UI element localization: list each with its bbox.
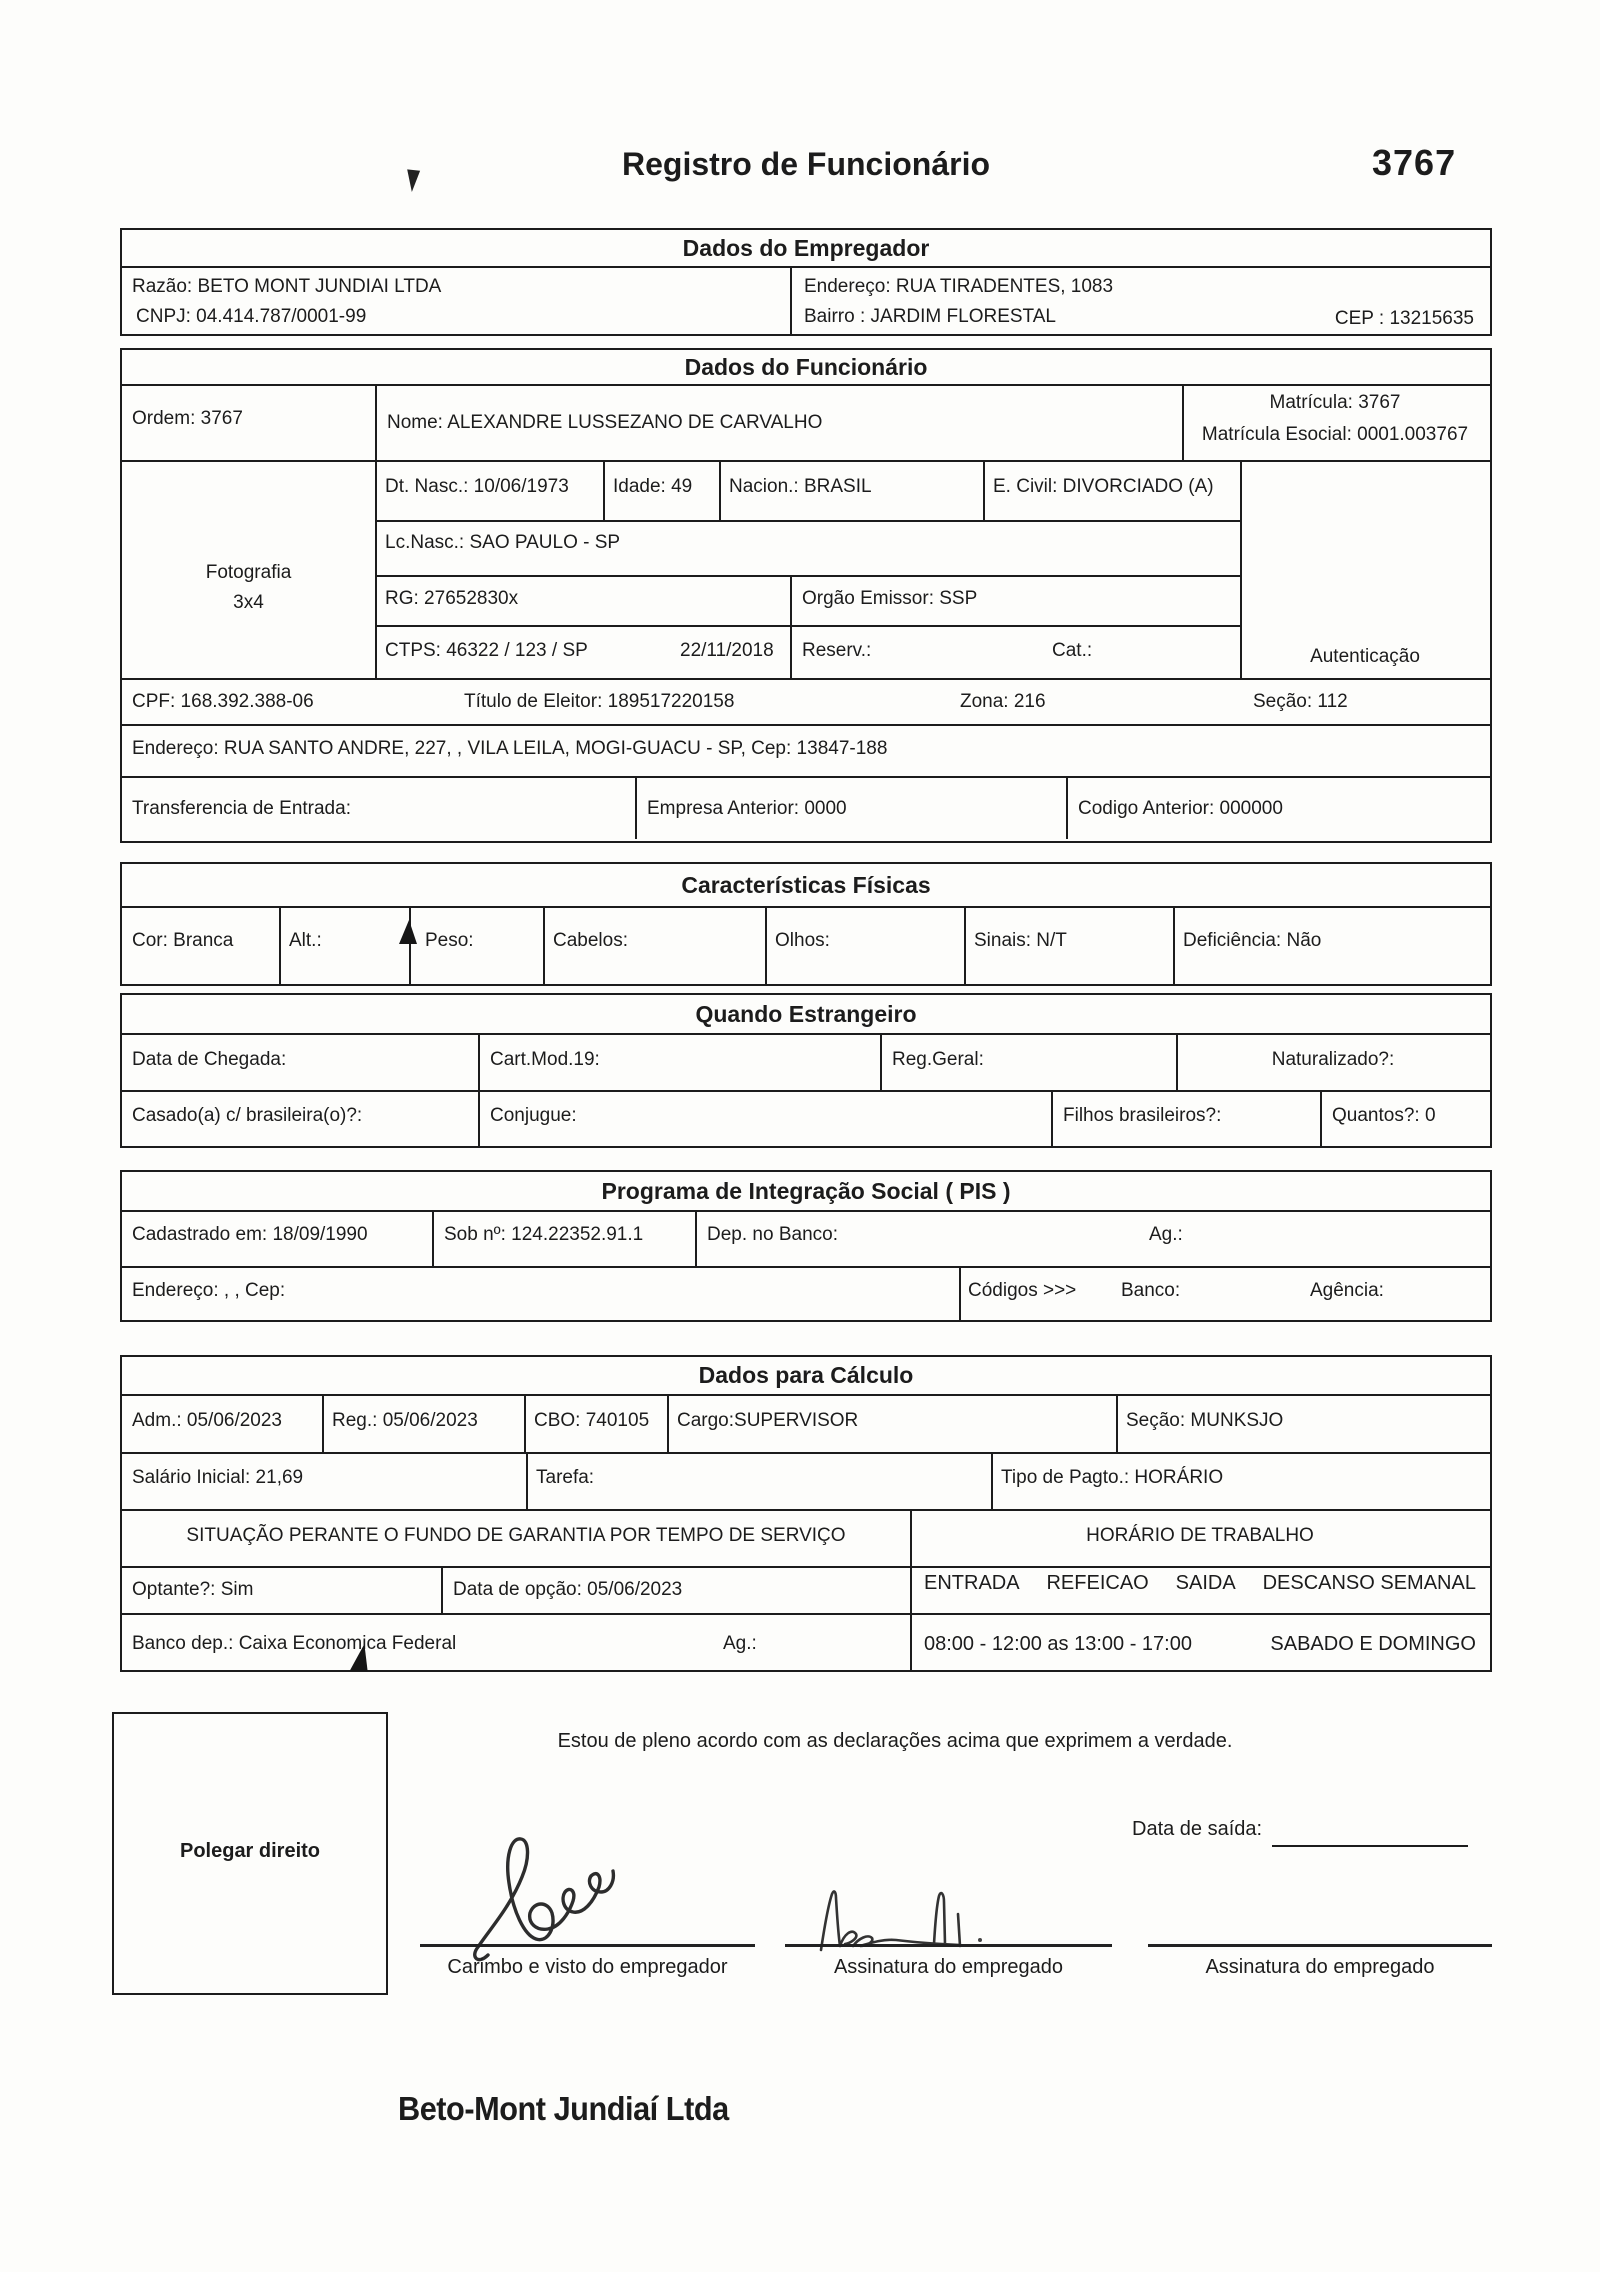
field-tarefa: Tarefa: — [536, 1467, 595, 1488]
section-calculo-title: Dados para Cálculo — [122, 1357, 1490, 1396]
field-autenticacao: Autenticação — [1310, 646, 1420, 667]
field-conjugue: Conjugue: — [490, 1105, 577, 1126]
horario-header-saida: SAIDA — [1175, 1572, 1236, 1594]
field-cargo: Cargo:SUPERVISOR — [677, 1410, 859, 1431]
field-titulo-eleitor: Título de Eleitor: 189517220158 — [464, 691, 735, 712]
horario-header-refeicao: REFEICAO — [1046, 1572, 1149, 1594]
field-cadastrado-em: Cadastrado em: 18/09/1990 — [132, 1224, 368, 1245]
horario-header-descanso: DESCANSO SEMANAL — [1262, 1572, 1476, 1594]
field-nome: Nome: ALEXANDRE LUSSEZANO DE CARVALHO — [387, 412, 823, 433]
divider — [1066, 776, 1068, 839]
divider — [122, 724, 1490, 726]
page-title: Registro de Funcionário — [621, 146, 991, 182]
section-estrangeiro — [120, 993, 1492, 1148]
field-cart-mod: Cart.Mod.19: — [490, 1049, 600, 1070]
divider — [441, 1566, 443, 1613]
assinatura-line-1 — [785, 1944, 1112, 1947]
data-saida-line — [1272, 1845, 1468, 1847]
field-cor: Cor: Branca — [132, 930, 234, 951]
doc-number: 3767 — [1372, 142, 1457, 183]
fgts-title: SITUAÇÃO PERANTE O FUNDO DE GARANTIA POR TEMPO DE SERVIÇO — [186, 1525, 846, 1546]
divider — [375, 386, 377, 678]
field-dep-banco: Dep. no Banco: — [707, 1224, 838, 1245]
field-casado-brasileira: Casado(a) c/ brasileira(o)?: — [132, 1105, 363, 1126]
field-transferencia: Transferencia de Entrada: — [132, 798, 351, 819]
divider — [122, 678, 1490, 680]
section-estrangeiro-title: Quando Estrangeiro — [122, 995, 1490, 1035]
field-codigos: Códigos >>> — [968, 1280, 1077, 1301]
divider — [1051, 1090, 1053, 1146]
field-zona: Zona: 216 — [960, 691, 1046, 712]
section-funcionario-title: Dados do Funcionário — [122, 350, 1490, 386]
divider — [122, 1613, 1490, 1615]
divider — [1320, 1090, 1322, 1146]
divider — [635, 776, 637, 839]
field-ctps: CTPS: 46322 / 123 / SP — [385, 640, 588, 661]
field-data-opcao: Data de opção: 05/06/2023 — [453, 1579, 683, 1600]
field-matricula: Matrícula: 3767 — [1269, 392, 1401, 413]
polegar-label: Polegar direito — [179, 1840, 321, 1862]
assinatura-label-2: Assinatura do empregado — [1205, 1956, 1435, 1978]
field-alt: Alt.: — [289, 930, 322, 951]
assinatura-label-1: Assinatura do empregado — [833, 1956, 1064, 1978]
section-fisicas — [120, 862, 1492, 986]
divider — [765, 908, 767, 984]
field-cbo: CBO: 740105 — [534, 1410, 650, 1431]
field-estado-civil: E. Civil: DIVORCIADO (A) — [993, 476, 1214, 497]
field-rg: RG: 27652830x — [385, 588, 519, 609]
field-reg-geral: Reg.Geral: — [892, 1049, 984, 1070]
section-fisicas-title: Características Físicas — [122, 864, 1490, 908]
assinatura-line-2 — [1148, 1944, 1492, 1947]
horario-header-entrada: ENTRADA — [924, 1572, 1020, 1594]
horario-valor: 08:00 - 12:00 as 13:00 - 17:00 — [924, 1633, 1192, 1655]
field-bairro: Bairro : JARDIM FLORESTAL — [804, 306, 1056, 327]
divider — [122, 1566, 1490, 1568]
divider — [122, 1452, 1490, 1454]
section-empregador — [120, 228, 1492, 336]
field-codigo-anterior: Codigo Anterior: 000000 — [1078, 798, 1283, 819]
divider — [432, 1212, 434, 1266]
divider — [322, 1396, 324, 1452]
divider — [375, 625, 1240, 627]
divider — [1116, 1396, 1118, 1452]
divider — [603, 460, 605, 520]
declaracao-text: Estou de pleno acordo com as declarações acima que exprimem a verdade. — [557, 1730, 1233, 1752]
field-adm: Adm.: 05/06/2023 — [132, 1410, 282, 1431]
field-cep: CEP : 13215635 — [1334, 308, 1474, 329]
horario-trabalho-title: HORÁRIO DE TRABALHO — [1086, 1525, 1314, 1546]
field-peso: Peso: — [425, 930, 474, 951]
field-matricula-esocial: Matrícula Esocial: 0001.003767 — [1201, 424, 1469, 445]
field-secao-eleitoral: Seção: 112 — [1253, 691, 1348, 712]
divider — [478, 1035, 480, 1146]
divider — [375, 520, 1240, 522]
section-empregador-title: Dados do Empregador — [122, 230, 1490, 268]
field-cpf: CPF: 168.392.388-06 — [132, 691, 314, 712]
divider — [122, 1266, 1490, 1268]
field-cat: Cat.: — [1052, 640, 1093, 661]
field-endereco-funcionario: Endereço: RUA SANTO ANDRE, 227, , VILA LEILA, MOGI-GUACU - SP, Cep: 13847-188 — [132, 738, 888, 759]
divider — [122, 776, 1490, 778]
photo-label-line1: Fotografia — [205, 562, 292, 583]
divider — [719, 460, 721, 520]
divider — [122, 1090, 1490, 1092]
divider — [524, 1396, 526, 1452]
field-deficiencia: Deficiência: Não — [1183, 930, 1322, 951]
field-cnpj: CNPJ: 04.414.787/0001-99 — [136, 306, 367, 327]
photo-label-line2: 3x4 — [233, 592, 264, 613]
divider — [667, 1396, 669, 1452]
divider — [526, 1452, 528, 1509]
field-filhos-brasileiros: Filhos brasileiros?: — [1063, 1105, 1222, 1126]
field-reg: Reg.: 05/06/2023 — [332, 1410, 478, 1431]
field-idade: Idade: 49 — [613, 476, 693, 497]
field-tipo-pagto: Tipo de Pagto.: HORÁRIO — [1001, 1467, 1224, 1488]
field-banco-dep: Banco dep.: Caixa Economica Federal — [132, 1633, 457, 1654]
divider — [880, 1035, 882, 1090]
field-ordem: Ordem: 3767 — [132, 408, 243, 429]
field-pis-agencia: Agência: — [1310, 1280, 1384, 1301]
section-calculo — [120, 1355, 1492, 1672]
field-secao-trabalho: Seção: MUNKSJO — [1126, 1410, 1284, 1431]
divider — [279, 908, 281, 984]
field-salario-inicial: Salário Inicial: 21,69 — [132, 1467, 304, 1488]
divider — [375, 575, 1240, 577]
section-pis — [120, 1170, 1492, 1322]
field-pis-endereco: Endereço: , , Cep: — [132, 1280, 286, 1301]
field-orgao-emissor: Orgão Emissor: SSP — [802, 588, 978, 609]
data-saida-label: Data de saída: — [1132, 1818, 1263, 1840]
scan-mark-peso-icon — [399, 920, 417, 944]
field-lc-nasc: Lc.Nasc.: SAO PAULO - SP — [385, 532, 621, 553]
field-endereco-empregador: Endereço: RUA TIRADENTES, 1083 — [804, 276, 1114, 297]
field-pis-ag: Ag.: — [1149, 1224, 1183, 1245]
footer-company-stamp: Beto-Mont Jundiaí Ltda — [398, 2090, 729, 2127]
field-naturalizado: Naturalizado?: — [1271, 1049, 1395, 1070]
field-nacion: Nacion.: BRASIL — [729, 476, 872, 497]
divider — [790, 268, 792, 334]
section-pis-title: Programa de Integração Social ( PIS ) — [122, 1172, 1490, 1212]
field-razao: Razão: BETO MONT JUNDIAI LTDA — [132, 276, 442, 297]
field-reserv: Reserv.: — [802, 640, 872, 661]
divider — [1173, 908, 1175, 984]
divider — [122, 460, 1490, 462]
divider — [964, 908, 966, 984]
field-optante: Optante?: Sim — [132, 1579, 254, 1600]
polegar-box — [112, 1712, 388, 1995]
descanso-valor: SABADO E DOMINGO — [1270, 1633, 1476, 1655]
field-pis-banco: Banco: — [1121, 1280, 1181, 1301]
divider — [991, 1452, 993, 1509]
carimbo-line — [420, 1944, 755, 1947]
field-data-chegada: Data de Chegada: — [132, 1049, 287, 1070]
section-funcionario — [120, 348, 1492, 843]
divider — [959, 1266, 961, 1320]
field-empresa-anterior: Empresa Anterior: 0000 — [647, 798, 847, 819]
horario-values-row — [910, 1633, 1490, 1656]
horario-header-row — [910, 1572, 1490, 1595]
assinatura-empregado-scribble — [818, 1888, 998, 1952]
field-sinais: Sinais: N/T — [974, 930, 1067, 951]
field-sob-no: Sob nº: 124.22352.91.1 — [444, 1224, 644, 1245]
field-dt-nasc: Dt. Nasc.: 10/06/1973 — [385, 476, 569, 497]
field-cabelos: Cabelos: — [553, 930, 628, 951]
divider — [543, 908, 545, 984]
field-ctps-data: 22/11/2018 — [680, 640, 774, 661]
divider — [983, 460, 985, 520]
field-calculo-ag: Ag.: — [723, 1633, 757, 1654]
carimbo-label: Carimbo e visto do empregador — [447, 1956, 728, 1978]
field-quantos: Quantos?: 0 — [1332, 1105, 1436, 1126]
divider — [695, 1212, 697, 1266]
field-olhos: Olhos: — [775, 930, 830, 951]
divider — [122, 1509, 1490, 1511]
